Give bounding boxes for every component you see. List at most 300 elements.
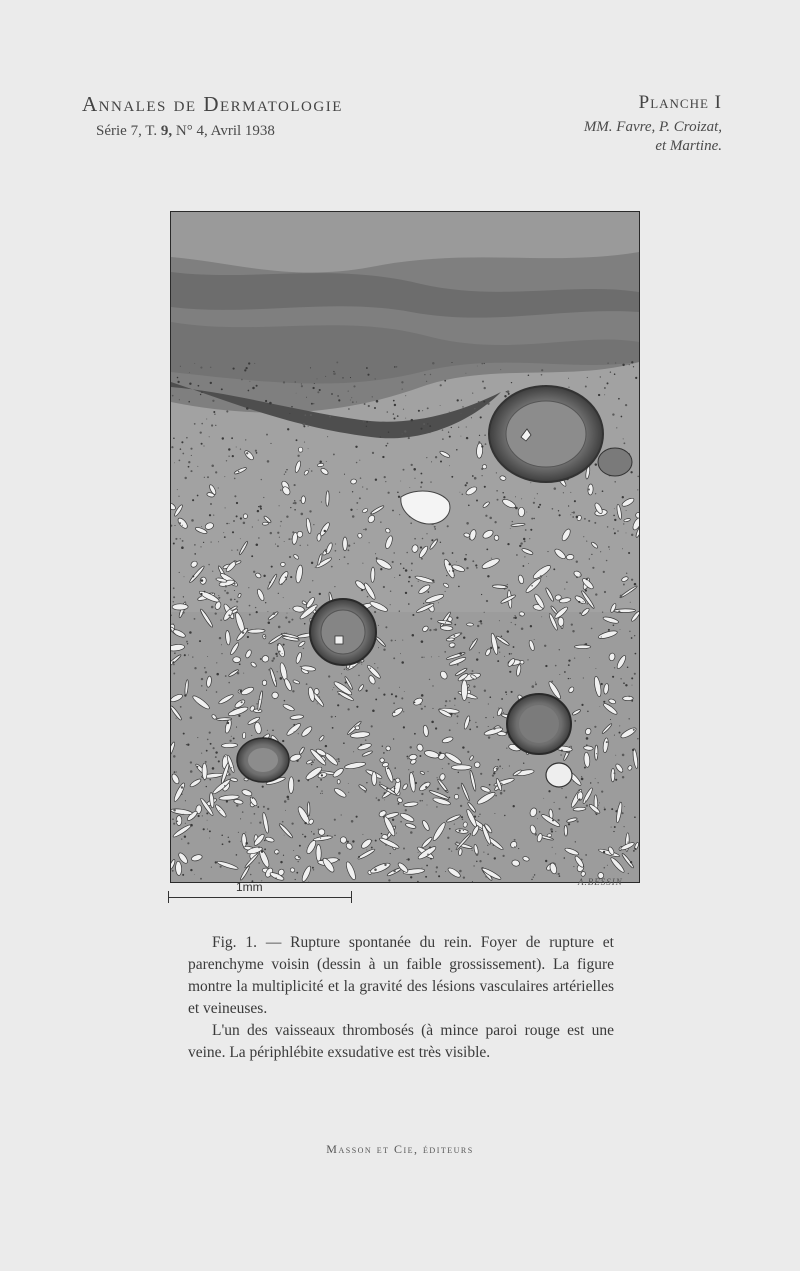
speckle bbox=[284, 835, 285, 836]
speckle bbox=[403, 726, 405, 728]
tubule bbox=[564, 825, 568, 836]
speckle bbox=[256, 544, 259, 547]
speckle bbox=[418, 581, 419, 582]
speckle bbox=[367, 374, 369, 376]
speckle bbox=[295, 859, 296, 860]
speckle bbox=[290, 576, 292, 578]
speckle bbox=[282, 740, 284, 742]
speckle bbox=[240, 818, 241, 819]
speckle bbox=[310, 367, 311, 368]
speckle bbox=[285, 576, 287, 578]
speckle bbox=[424, 782, 426, 784]
speckle bbox=[628, 552, 630, 554]
speckle bbox=[410, 522, 412, 524]
speckle bbox=[393, 779, 395, 781]
speckle bbox=[229, 740, 231, 742]
speckle bbox=[313, 869, 314, 870]
speckle bbox=[300, 545, 301, 546]
speckle bbox=[614, 735, 615, 736]
speckle bbox=[399, 687, 400, 688]
speckle bbox=[268, 669, 270, 671]
speckle bbox=[256, 611, 258, 613]
scale-tick-left bbox=[168, 891, 169, 903]
speckle bbox=[351, 397, 352, 398]
speckle bbox=[209, 732, 211, 734]
speckle bbox=[303, 648, 304, 649]
speckle bbox=[387, 750, 388, 751]
speckle bbox=[218, 488, 219, 489]
speckle bbox=[294, 509, 296, 511]
speckle bbox=[332, 689, 333, 690]
speckle bbox=[412, 771, 413, 772]
speckle bbox=[279, 651, 281, 653]
speckle bbox=[204, 667, 206, 669]
speckle bbox=[289, 413, 290, 414]
speckle bbox=[401, 661, 404, 664]
speckle bbox=[460, 436, 461, 437]
speckle bbox=[585, 589, 587, 591]
speckle bbox=[573, 781, 574, 782]
speckle bbox=[203, 542, 204, 543]
speckle bbox=[601, 636, 602, 637]
speckle bbox=[207, 656, 208, 657]
speckle bbox=[390, 590, 391, 591]
speckle bbox=[187, 842, 189, 844]
speckle bbox=[292, 531, 294, 533]
speckle bbox=[183, 596, 184, 597]
speckle bbox=[568, 387, 569, 388]
speckle bbox=[550, 828, 553, 831]
speckle bbox=[335, 544, 336, 545]
speckle bbox=[311, 403, 313, 405]
speckle bbox=[267, 808, 269, 810]
speckle bbox=[552, 847, 553, 848]
speckle bbox=[497, 499, 499, 501]
tubule bbox=[243, 514, 247, 519]
speckle bbox=[607, 865, 608, 866]
speckle bbox=[218, 597, 220, 599]
speckle bbox=[538, 506, 540, 508]
speckle bbox=[314, 383, 315, 384]
speckle bbox=[296, 393, 297, 394]
speckle bbox=[635, 653, 637, 655]
speckle bbox=[190, 824, 193, 827]
tubule bbox=[611, 768, 615, 782]
speckle bbox=[237, 549, 239, 551]
speckle bbox=[190, 869, 192, 871]
speckle bbox=[457, 664, 458, 665]
tubule bbox=[175, 861, 182, 875]
speckle bbox=[266, 434, 268, 436]
speckle bbox=[570, 678, 571, 679]
speckle bbox=[234, 560, 236, 562]
speckle bbox=[223, 532, 224, 533]
speckle bbox=[177, 377, 179, 379]
speckle bbox=[245, 367, 247, 369]
speckle bbox=[358, 675, 360, 677]
speckle bbox=[366, 367, 368, 369]
speckle bbox=[176, 718, 177, 719]
speckle bbox=[397, 492, 399, 494]
speckle bbox=[622, 548, 623, 549]
speckle bbox=[393, 711, 395, 713]
speckle bbox=[352, 491, 353, 492]
speckle bbox=[212, 593, 213, 594]
speckle bbox=[177, 489, 178, 490]
tubule bbox=[301, 496, 306, 504]
speckle bbox=[401, 381, 403, 383]
speckle bbox=[212, 400, 214, 402]
speckle bbox=[285, 810, 286, 811]
speckle bbox=[573, 866, 574, 867]
speckle bbox=[387, 411, 389, 413]
speckle bbox=[506, 748, 507, 749]
speckle bbox=[262, 786, 264, 788]
speckle bbox=[622, 364, 624, 366]
speckle bbox=[596, 753, 597, 754]
speckle bbox=[295, 381, 296, 382]
speckle bbox=[287, 798, 289, 800]
speckle bbox=[431, 656, 432, 657]
speckle bbox=[265, 400, 267, 402]
speckle bbox=[375, 698, 377, 700]
speckle bbox=[293, 724, 295, 726]
speckle bbox=[399, 514, 400, 515]
speckle bbox=[426, 865, 428, 867]
speckle bbox=[364, 791, 366, 793]
speckle bbox=[338, 399, 340, 401]
speckle bbox=[574, 500, 576, 502]
speckle bbox=[338, 852, 341, 855]
speckle bbox=[231, 550, 232, 551]
speckle bbox=[201, 685, 202, 686]
speckle bbox=[277, 532, 279, 534]
speckle bbox=[630, 602, 631, 603]
speckle bbox=[400, 481, 401, 482]
speckle bbox=[451, 476, 453, 478]
speckle bbox=[248, 587, 249, 588]
speckle bbox=[297, 455, 299, 457]
speckle bbox=[280, 489, 281, 490]
speckle bbox=[228, 448, 230, 450]
speckle bbox=[568, 659, 570, 661]
tubule bbox=[340, 836, 347, 843]
speckle bbox=[505, 586, 506, 587]
speckle bbox=[224, 476, 225, 477]
speckle bbox=[212, 767, 215, 770]
speckle bbox=[631, 534, 633, 536]
speckle bbox=[466, 427, 467, 428]
speckle bbox=[476, 658, 478, 660]
speckle bbox=[366, 488, 368, 490]
tubule bbox=[280, 562, 285, 566]
speckle bbox=[173, 823, 175, 825]
speckle bbox=[310, 414, 312, 416]
speckle bbox=[391, 639, 393, 641]
speckle bbox=[285, 471, 286, 472]
speckle bbox=[628, 873, 629, 874]
speckle bbox=[426, 457, 427, 458]
speckle bbox=[423, 423, 425, 425]
speckle bbox=[435, 456, 437, 458]
speckle bbox=[633, 366, 634, 367]
speckle bbox=[258, 506, 259, 507]
speckle bbox=[534, 498, 535, 499]
speckle bbox=[320, 779, 322, 781]
speckle bbox=[637, 476, 639, 478]
speckle bbox=[231, 736, 232, 737]
speckle bbox=[557, 874, 558, 875]
speckle bbox=[509, 765, 510, 766]
speckle bbox=[182, 814, 183, 815]
speckle bbox=[466, 482, 468, 484]
speckle bbox=[497, 646, 499, 648]
speckle bbox=[201, 753, 202, 754]
speckle bbox=[277, 644, 279, 646]
speckle bbox=[578, 601, 580, 603]
speckle bbox=[604, 808, 606, 810]
speckle bbox=[528, 563, 529, 564]
speckle bbox=[566, 581, 568, 583]
speckle bbox=[497, 660, 499, 662]
speckle bbox=[309, 510, 311, 512]
speckle bbox=[449, 729, 451, 731]
speckle bbox=[384, 476, 386, 478]
speckle bbox=[331, 716, 333, 718]
caption-paragraph-1: Fig. 1. — Rupture spontanée du rein. Foyer de rupture et parenchyme voisin (dessin à un faible grossissement). La figure montre la multiplicité et la gravité des lésions vasculaires artérielles et veineuses. bbox=[188, 934, 614, 1017]
speckle bbox=[320, 838, 321, 839]
speckle bbox=[476, 567, 478, 569]
speckle bbox=[535, 683, 537, 685]
speckle bbox=[365, 690, 367, 692]
speckle bbox=[356, 816, 358, 818]
speckle bbox=[412, 614, 414, 616]
speckle bbox=[365, 528, 367, 530]
speckle bbox=[512, 521, 513, 522]
speckle bbox=[319, 593, 321, 595]
speckle bbox=[371, 840, 372, 841]
speckle bbox=[393, 417, 395, 419]
speckle bbox=[291, 619, 293, 621]
speckle bbox=[233, 709, 234, 710]
speckle bbox=[586, 578, 588, 580]
speckle bbox=[275, 877, 276, 878]
speckle bbox=[396, 833, 397, 834]
speckle bbox=[218, 541, 219, 542]
speckle bbox=[335, 716, 336, 717]
speckle bbox=[252, 526, 253, 527]
tubule bbox=[467, 623, 474, 626]
speckle bbox=[219, 637, 221, 639]
speckle bbox=[619, 732, 621, 734]
speckle bbox=[579, 612, 581, 614]
speckle bbox=[572, 512, 573, 513]
speckle bbox=[480, 773, 482, 775]
speckle bbox=[479, 652, 480, 653]
speckle bbox=[321, 501, 322, 502]
speckle bbox=[448, 431, 449, 432]
speckle bbox=[294, 500, 295, 501]
speckle bbox=[188, 461, 190, 463]
speckle bbox=[209, 779, 210, 780]
speckle bbox=[484, 387, 486, 389]
speckle bbox=[626, 573, 627, 574]
speckle bbox=[182, 453, 184, 455]
tubule bbox=[216, 718, 231, 721]
speckle bbox=[572, 630, 574, 632]
speckle bbox=[525, 529, 527, 531]
speckle bbox=[179, 522, 181, 524]
speckle bbox=[348, 783, 349, 784]
speckle bbox=[325, 376, 326, 377]
speckle bbox=[604, 394, 605, 395]
speckle bbox=[585, 386, 587, 388]
speckle bbox=[459, 492, 460, 493]
tubule bbox=[476, 443, 483, 458]
speckle bbox=[388, 431, 389, 432]
speckle bbox=[445, 871, 446, 872]
speckle bbox=[614, 667, 615, 668]
speckle bbox=[610, 719, 611, 720]
speckle bbox=[471, 417, 472, 418]
speckle bbox=[454, 824, 455, 825]
speckle bbox=[410, 831, 413, 834]
speckle bbox=[457, 723, 458, 724]
speckle bbox=[318, 829, 319, 830]
speckle bbox=[393, 870, 395, 872]
speckle bbox=[189, 372, 190, 373]
speckle bbox=[430, 432, 431, 433]
speckle bbox=[394, 366, 396, 368]
speckle bbox=[462, 406, 464, 408]
speckle bbox=[192, 499, 194, 501]
speckle bbox=[337, 758, 339, 760]
speckle bbox=[251, 735, 252, 736]
speckle bbox=[338, 693, 340, 695]
speckle bbox=[440, 405, 441, 406]
speckle bbox=[191, 455, 192, 456]
speckle bbox=[514, 839, 516, 841]
speckle bbox=[489, 696, 491, 698]
speckle bbox=[207, 739, 209, 741]
speckle bbox=[459, 830, 461, 832]
speckle bbox=[610, 371, 611, 372]
speckle bbox=[222, 437, 224, 439]
speckle bbox=[263, 575, 265, 577]
speckle bbox=[283, 855, 284, 856]
speckle bbox=[240, 517, 242, 519]
speckle bbox=[365, 739, 367, 741]
scale-line bbox=[168, 897, 352, 898]
speckle bbox=[338, 760, 340, 762]
speckle bbox=[496, 490, 498, 492]
speckle bbox=[362, 563, 363, 564]
speckle bbox=[532, 685, 535, 688]
speckle bbox=[238, 715, 240, 717]
speckle bbox=[207, 476, 209, 478]
speckle bbox=[250, 822, 251, 823]
speckle bbox=[585, 643, 587, 645]
speckle bbox=[401, 697, 403, 699]
speckle bbox=[248, 362, 250, 364]
speckle bbox=[216, 691, 218, 693]
speckle bbox=[466, 437, 468, 439]
speckle bbox=[552, 508, 554, 510]
speckle bbox=[504, 815, 505, 816]
speckle bbox=[277, 853, 278, 854]
speckle bbox=[491, 558, 492, 559]
speckle bbox=[437, 777, 438, 778]
speckle bbox=[320, 793, 321, 794]
speckle bbox=[222, 843, 224, 845]
speckle bbox=[484, 690, 486, 692]
speckle bbox=[356, 706, 358, 708]
speckle bbox=[496, 768, 498, 770]
speckle bbox=[259, 699, 260, 700]
speckle bbox=[267, 730, 268, 731]
speckle bbox=[408, 769, 409, 770]
speckle bbox=[586, 540, 587, 541]
speckle bbox=[631, 700, 633, 702]
speckle bbox=[431, 461, 432, 462]
speckle bbox=[380, 568, 382, 570]
speckle bbox=[622, 754, 625, 757]
speckle bbox=[623, 826, 624, 827]
speckle bbox=[341, 814, 342, 815]
speckle bbox=[480, 620, 482, 622]
speckle bbox=[524, 556, 525, 557]
speckle bbox=[240, 841, 241, 842]
speckle bbox=[375, 479, 377, 481]
speckle bbox=[182, 540, 184, 542]
speckle bbox=[381, 833, 382, 834]
speckle bbox=[190, 470, 192, 472]
speckle bbox=[203, 828, 205, 830]
speckle bbox=[415, 478, 416, 479]
speckle bbox=[493, 727, 496, 730]
speckle bbox=[475, 564, 477, 566]
speckle bbox=[440, 542, 441, 543]
speckle bbox=[194, 544, 195, 545]
speckle bbox=[622, 776, 624, 778]
speckle bbox=[236, 804, 238, 806]
speckle bbox=[194, 363, 195, 364]
speckle bbox=[329, 415, 331, 417]
speckle bbox=[584, 767, 586, 769]
speckle bbox=[173, 673, 175, 675]
speckle bbox=[277, 671, 278, 672]
speckle bbox=[490, 647, 492, 649]
speckle bbox=[284, 474, 285, 475]
speckle bbox=[507, 630, 509, 632]
tubule bbox=[595, 745, 598, 760]
speckle bbox=[581, 776, 582, 777]
speckle bbox=[348, 545, 350, 547]
speckle bbox=[312, 867, 314, 869]
speckle bbox=[321, 774, 323, 776]
speckle bbox=[181, 786, 183, 788]
speckle bbox=[383, 694, 385, 696]
speckle bbox=[531, 518, 533, 520]
speckle bbox=[518, 848, 519, 849]
speckle bbox=[352, 840, 354, 842]
tubule bbox=[262, 522, 268, 525]
speckle bbox=[595, 668, 596, 669]
speckle bbox=[211, 465, 214, 468]
speckle bbox=[209, 838, 210, 839]
speckle bbox=[270, 443, 271, 444]
speckle bbox=[184, 654, 186, 656]
